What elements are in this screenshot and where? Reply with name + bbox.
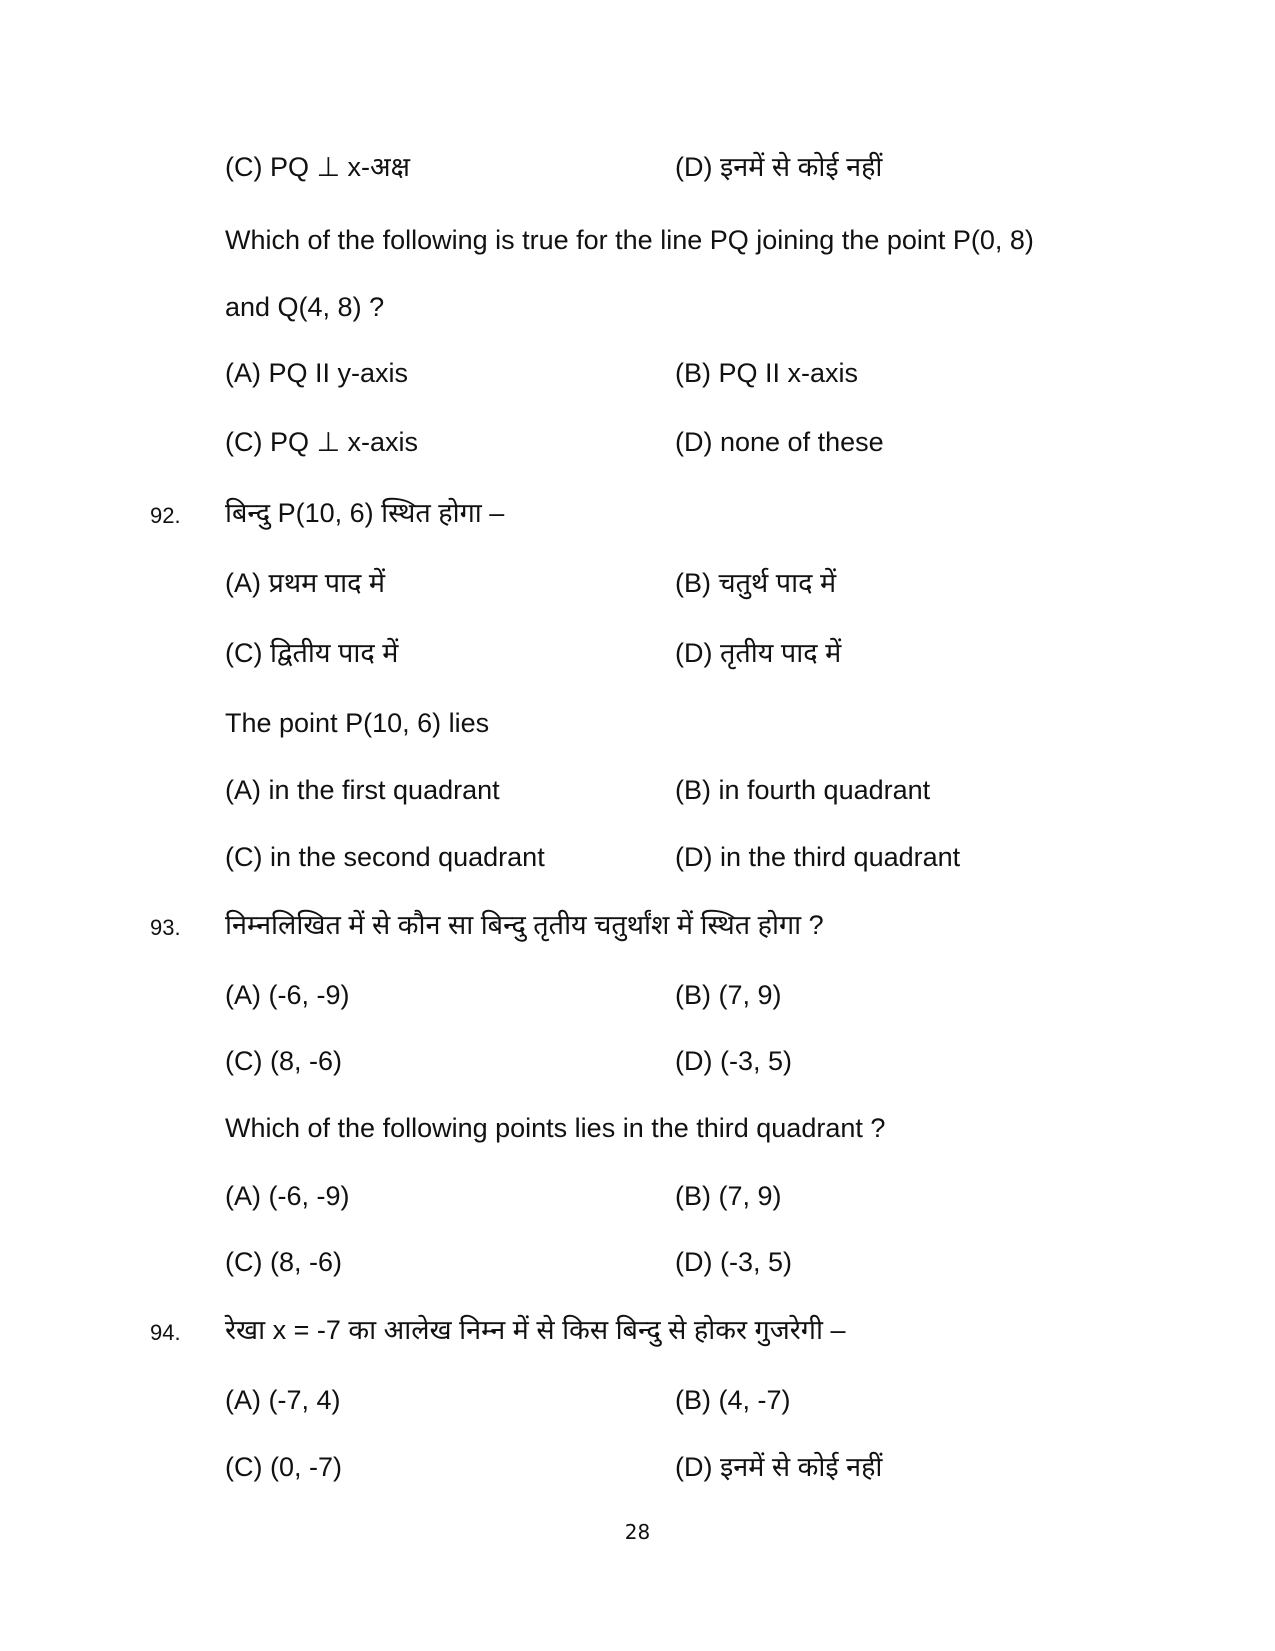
answer-option: (B) (7, 9) [675, 1181, 782, 1211]
answer-option: (C) द्वितीय पाद में [225, 638, 399, 668]
question-text: बिन्दु P(10, 6) स्थित होगा – [225, 498, 505, 528]
text-line: The point P(10, 6) lies [225, 708, 490, 738]
answer-option: (B) (7, 9) [675, 980, 782, 1010]
question-number: 93. [150, 915, 181, 940]
question-number: 92. [150, 503, 181, 528]
answer-option: (B) in fourth quadrant [675, 775, 931, 805]
answer-option: (D) (-3, 5) [675, 1247, 792, 1277]
answer-option: (A) (-7, 4) [225, 1385, 341, 1415]
answer-option: (A) (-6, -9) [225, 980, 350, 1010]
question-text: निम्नलिखित में से कौन सा बिन्दु तृतीय चतुर्थांश में स्थित होगा ? [225, 910, 824, 940]
text-line: and Q(4, 8) ? [225, 292, 385, 322]
answer-option: (B) (4, -7) [675, 1385, 791, 1415]
answer-option: (D) in the third quadrant [675, 842, 961, 872]
text-line: Which of the following is true for the line PQ joining the point P(0, 8) [225, 225, 1034, 255]
answer-option: (A) PQ II y-axis [225, 358, 409, 388]
answer-option: (B) चतुर्थ पाद में [675, 568, 837, 598]
question-number: 94. [150, 1320, 181, 1345]
answer-option: (B) PQ II x-axis [675, 358, 859, 388]
answer-option: (D) none of these [675, 427, 884, 457]
answer-option: (A) in the first quadrant [225, 775, 500, 805]
answer-option: (C) PQ ⊥ x-अक्ष [225, 152, 410, 182]
answer-option: (A) प्रथम पाद में [225, 568, 386, 598]
answer-option: (C) (8, -6) [225, 1046, 342, 1076]
answer-option: (C) in the second quadrant [225, 842, 545, 872]
text-line: Which of the following points lies in the third quadrant ? [225, 1113, 886, 1143]
page-number: 28 [624, 1520, 651, 1544]
answer-option: (A) (-6, -9) [225, 1181, 350, 1211]
answer-option: (C) (0, -7) [225, 1452, 342, 1482]
question-text: रेखा x = -7 का आलेख निम्न में से किस बिन्दु से होकर गुजरेगी – [225, 1315, 846, 1345]
answer-option: (C) (8, -6) [225, 1247, 342, 1277]
answer-option: (D) इनमें से कोई नहीं [675, 152, 883, 182]
answer-option: (D) तृतीय पाद में [675, 638, 842, 668]
answer-option: (C) PQ ⊥ x-axis [225, 427, 419, 457]
answer-option: (D) (-3, 5) [675, 1046, 792, 1076]
answer-option: (D) इनमें से कोई नहीं [675, 1452, 883, 1482]
